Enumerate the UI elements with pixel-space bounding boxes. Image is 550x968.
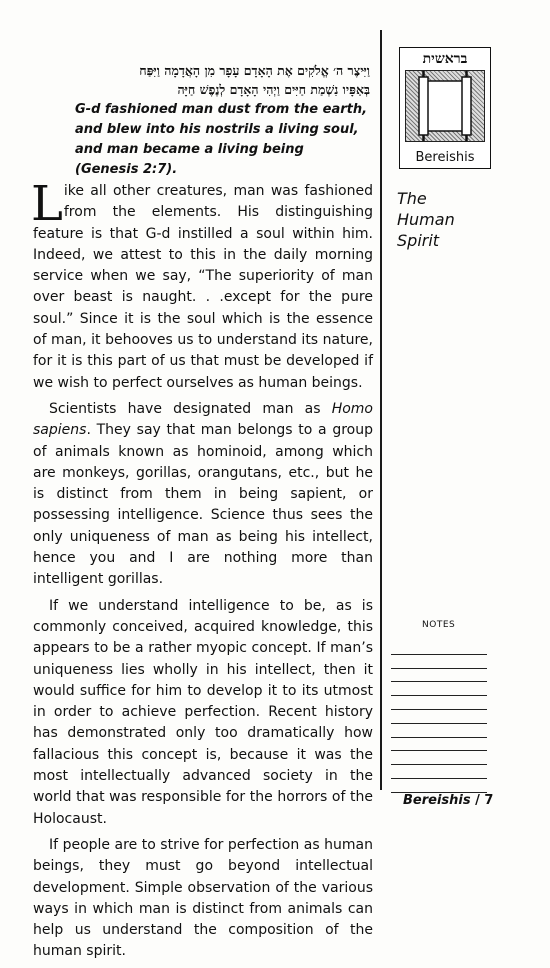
section-title [397, 188, 507, 251]
paragraph-1 [31, 176, 373, 394]
verse-hebrew-line-1: וַיִּיצֶר ה׳ אֱלֹקִים אֶת הָאָדָם עָפָר מִן הָאֲדָמָה וַיִּפַּח [139, 63, 370, 78]
column-divider [380, 30, 382, 790]
paragraph-2-text-a: Scientists have designated man as [49, 400, 332, 417]
section-title-line-1: The [397, 189, 427, 208]
note-line [391, 682, 487, 696]
paragraph-2-text-b: . They say that man belongs to a group of animals known as hominoid, among which are monkeys, gorillas, orangutans, etc., but he is distinct from them in being sapient, or possessing intelligence. Science thus sees the only uniqueness of man as being his intellect, hence you and I are nothing more than intelligent gorillas. [33, 422, 373, 588]
portion-header-box [399, 47, 491, 169]
note-line [391, 696, 487, 710]
page-number: 7 [484, 793, 494, 808]
note-line [391, 655, 487, 669]
paragraph-2 [33, 399, 373, 591]
notes-lines [391, 641, 487, 793]
footer-book-name: Bereishis [403, 793, 471, 808]
body-text [31, 176, 373, 968]
footer-separator: / [470, 793, 485, 808]
torah-scroll-icon [405, 70, 485, 142]
section-title-line-2: Human [397, 210, 455, 229]
notes-label: NOTES [422, 620, 456, 630]
verse-hebrew-line-2: בְּאַפָּיו נִשְׁמַת חַיִּים וַיְהִי הָאָדָם לְנֶפֶשׁ חַיָּה [177, 82, 370, 97]
verse-block [75, 61, 370, 180]
paragraph-4: If people are to strive for perfection as human beings, they must go beyond intellectual development. Simple observation of the various ways in which man is distinct from animals can help us understand the composition of the human spirit. [33, 836, 373, 960]
note-line [391, 710, 487, 724]
paragraph-2-italic: Homo sapiens [33, 400, 373, 439]
note-line [391, 765, 487, 779]
verse-english: G-d fashioned man dust from the earth, and blew into his nostrils a living soul, and man became a living being (Genesis 2:7). [75, 102, 368, 177]
note-line [391, 779, 487, 793]
paragraph-1-text: ike all other creatures, man was fashioned from the elements. His distinguishing feature is that G-d instilled a soul within him. Indeed, we attest to this in the daily morning service when we say, “The superiority of man over beast is naught. . .except for the pure soul.” Since it is the soul which is the essence of man, it behooves us to understand its nature, for it is this part of us that must be developed if we wish to perfect ourselves as human beings. [33, 183, 373, 391]
portion-name: Bereishis [415, 150, 475, 165]
dropcap: L [31, 176, 63, 232]
portion-hebrew-title: בראשית [422, 51, 468, 67]
section-title-line-3: Spirit [397, 231, 440, 250]
note-line [391, 751, 487, 765]
note-line [391, 738, 487, 752]
note-line [391, 724, 487, 738]
page-footer [403, 793, 493, 808]
paragraph-3: If we understand intelligence to be, as is commonly conceived, acquired knowledge, this appears to be a rather myopic concept. If man’s uniqueness lies wholly in his intellect, then it would suffice for him to develop it to its utmost in order to achieve perfection. Recent history has demonstrated only too dramatically how fallacious this concept is, because it was the most intellectually advanced society in the world that was responsible for the horrors of the Holocaust. [33, 597, 373, 827]
note-line [391, 641, 487, 655]
note-line [391, 669, 487, 683]
